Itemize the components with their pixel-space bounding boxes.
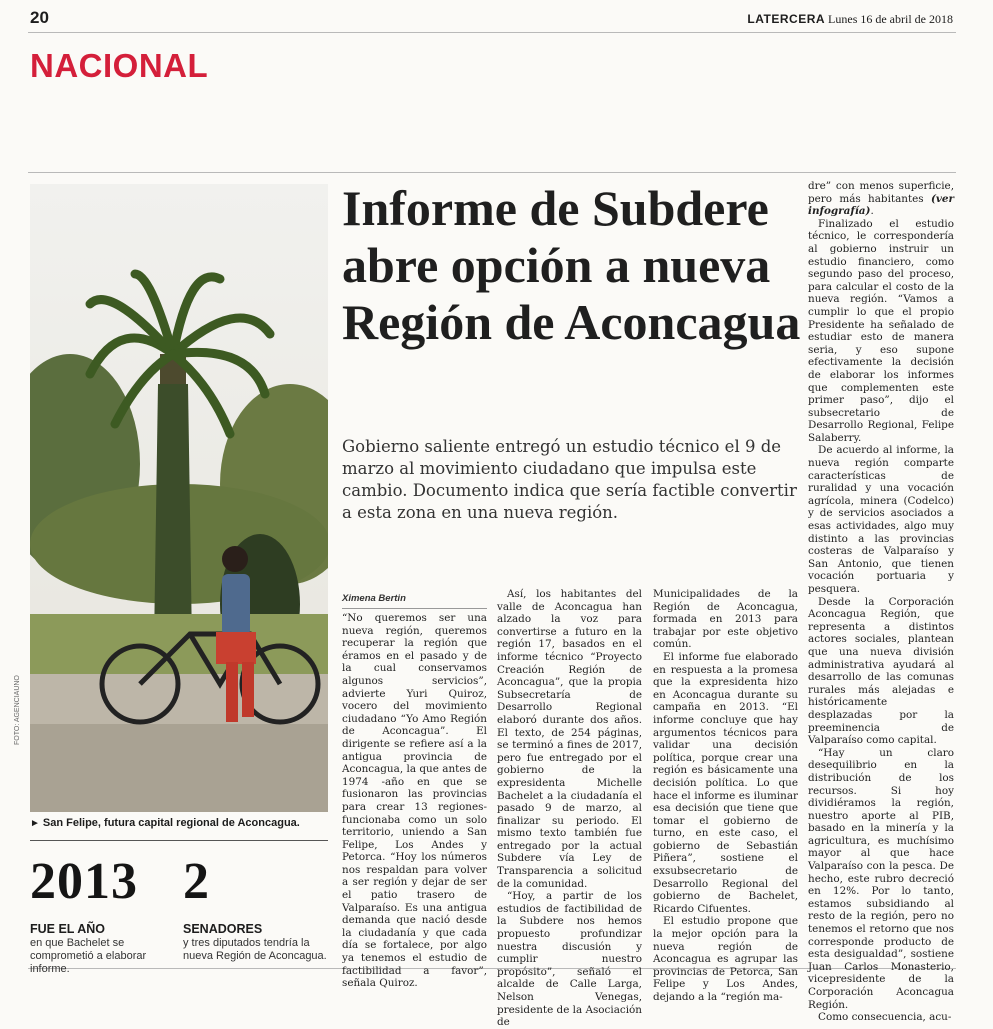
article-column-3: [653, 588, 798, 1004]
stat-label-year: FUE EL AÑO: [30, 922, 106, 936]
paragraph: dre” con menos superficie, pero más habitantes (ver infografía).: [808, 180, 954, 218]
paragraph: Desde la Corporación Aconcagua Región, que representa a distintos actores sociales, plantean que una nueva división administrativa ayudará al desarrollo de las comunas rurales más alejadas e históricamente desplazadas por la preeminencia de Valparaíso como capital.: [808, 595, 954, 747]
paragraph: “Hay un claro desequilibrio en la distribución de los recursos. Si hoy dividiéramos la región, nuestro aporte al PIB, basado en la minería y la agricultura, es muchísimo mayor al que hace Valparaíso con la pesca. De hecho, este rubro decreció en 12%. Por lo tanto, estamos subsidiando al resto de la región, pero no tenemos el retorno que nos corresponde producto de esta desigualdad”, sostiene Juan Carlos Monasterio, vicepresidente de la Corporación Aconcagua Región.: [808, 746, 954, 1011]
page-number: 20: [30, 8, 49, 27]
paragraph: Municipalidades de la Región de Aconcagua, formada en 2013 para trabajar por este objetivo común.: [653, 588, 798, 651]
photo-caption: [30, 817, 330, 829]
byline: Ximena Bertin: [342, 593, 406, 604]
san-felipe-photo-illustration: [30, 184, 328, 812]
section-title: NACIONAL: [30, 47, 209, 84]
paragraph: Como consecuencia, acu-: [818, 1011, 952, 1024]
article-column-4: [808, 180, 954, 1024]
subheadline: Gobierno saliente entregó un estudio técnico el 9 de marzo al movimiento ciudadano que impulsa este cambio. Documento indica que sería factible convertir a esta zona en una nueva región.: [342, 437, 797, 522]
paragraph: “Hoy, a partir de los estudios de factibilidad de la Subdere nos hemos propuesto profundizar nuestra discusión y cumplir nuestro propósito”, señaló el alcalde de Calle Larga, Nelson Venegas, presidente de la Asociación de: [497, 890, 642, 1029]
stat-number-year: 2013: [30, 853, 138, 910]
photo-credit: FOTO: AGENCIAUNO: [14, 675, 21, 745]
masthead: [747, 12, 953, 27]
infographic-reference: (ver infografía): [808, 192, 954, 218]
issue-date: Lunes 16 de abril de 2018: [828, 12, 953, 26]
continued-text: dre” con menos superficie, pero más habitantes: [808, 180, 954, 205]
stat-text-senators: y tres diputados tendría la nueva Región de Aconcagua.: [183, 937, 327, 962]
paragraph: De acuerdo al informe, la nueva región comparte características de ruralidad y una vocación agrícola, minera (Codelco) y de servicios asociados a esas actividades, algo muy distinto a las provincias costeras de Valparaíso y San Antonio, que tienen vocación portuaria y pesquera.: [808, 444, 954, 595]
paragraph: El informe fue elaborado en respuesta a la promesa que la expresidenta hizo en Aconcagua durante su campaña en 2013. “El informe concluye que hay argumentos técnicos para validar una decisión política, porque crear una región es básicamente una decisión política. Lo que hace el informe es iluminar esa decisión que tiene que tomar el gobierno de turno, en este caso, el gobierno de Sebastián Piñera”, sostiene el exsubsecretario de Desarrollo Regional del gobierno de Bachelet, Ricardo Cifuentes.: [653, 650, 798, 915]
caption-text: San Felipe, futura capital regional de Aconcagua.: [42, 817, 300, 829]
article-column-2: [497, 588, 642, 1029]
top-rule: [28, 32, 956, 33]
brand-name: LATERCERA: [747, 12, 826, 26]
paragraph: “No queremos ser una nueva región, queremos recuperar la región que éramos en el pasado y de la cual conservamos algunos servicios”, advierte Yuri Quiroz, vocero del movimiento ciudadano “Yo Amo Región de Aconcagua”. El dirigente se refiere así a la antigua provincia de Aconcagua, la que antes de 1974 -año en que se fusionaron las provincias para crear 13 regiones- funcionaba como un solo territorio, uniendo a San Felipe, Los Andes y Petorca. “Hoy los números nos respaldan para volver a ser región y dejar de ser el patio trasero de Valparaíso. Es una antigua demanda que nació desde la ciudadanía y que cada día se fortalece, por algo ya tenemos el estudio de factibilidad a favor”, señala Quiroz.: [342, 612, 487, 990]
paragraph: Finalizado el estudio técnico, le correspondería al gobierno instruir un estudio financiero, como segundo paso del proceso, para calcular el costo de la nueva región. “Vamos a cumplir lo que el propio Presidente ha señalado de estudiar esto de manera seria, y eso supone efectivamente la decisión de elaborar los informes que complementen este primer paso”, dijo el subsecretario de Desarrollo Regional, Felipe Salaberry.: [808, 217, 954, 444]
byline-rule: [342, 608, 487, 609]
headline: Informe de Subdere abre opción a nueva Región de Aconcagua: [342, 180, 801, 350]
section-rule: [28, 172, 956, 173]
stat-text-year: en que Bachelet se comprometió a elaborar informe.: [30, 937, 147, 975]
article-photo: [30, 184, 328, 812]
paragraph: El estudio propone que la mejor opción para la nueva región de Aconcagua es agrupar las provincias de Petorca, San Felipe y Los Andes, dejando a la “región ma-: [653, 915, 798, 1003]
paragraph: Así, los habitantes del valle de Aconcagua han alzado la voz para convertirse a futuro en la región 17, basados en el informe técnico “Proyecto Creación Región de Aconcagua”, que la propia Subsecretaría de Desarrollo Regional elaboró durante dos años. El texto, de 254 páginas, se terminó a fines de 2017, pero fue entregado por el gobierno de la expresidenta Michelle Bachelet a la ciudadanía el pasado 9 de marzo, al finalizar su periodo. El mismo texto también fue entregado por la actual Subdere vía Ley de Transparencia a solicitud de la comunidad.: [497, 588, 642, 890]
article-column-1: [342, 612, 487, 990]
triangle-icon: ►: [30, 818, 40, 829]
stat-label-senators: SENADORES: [183, 922, 263, 936]
stat-number-senators: 2: [183, 853, 210, 910]
caption-rule: [30, 840, 328, 841]
